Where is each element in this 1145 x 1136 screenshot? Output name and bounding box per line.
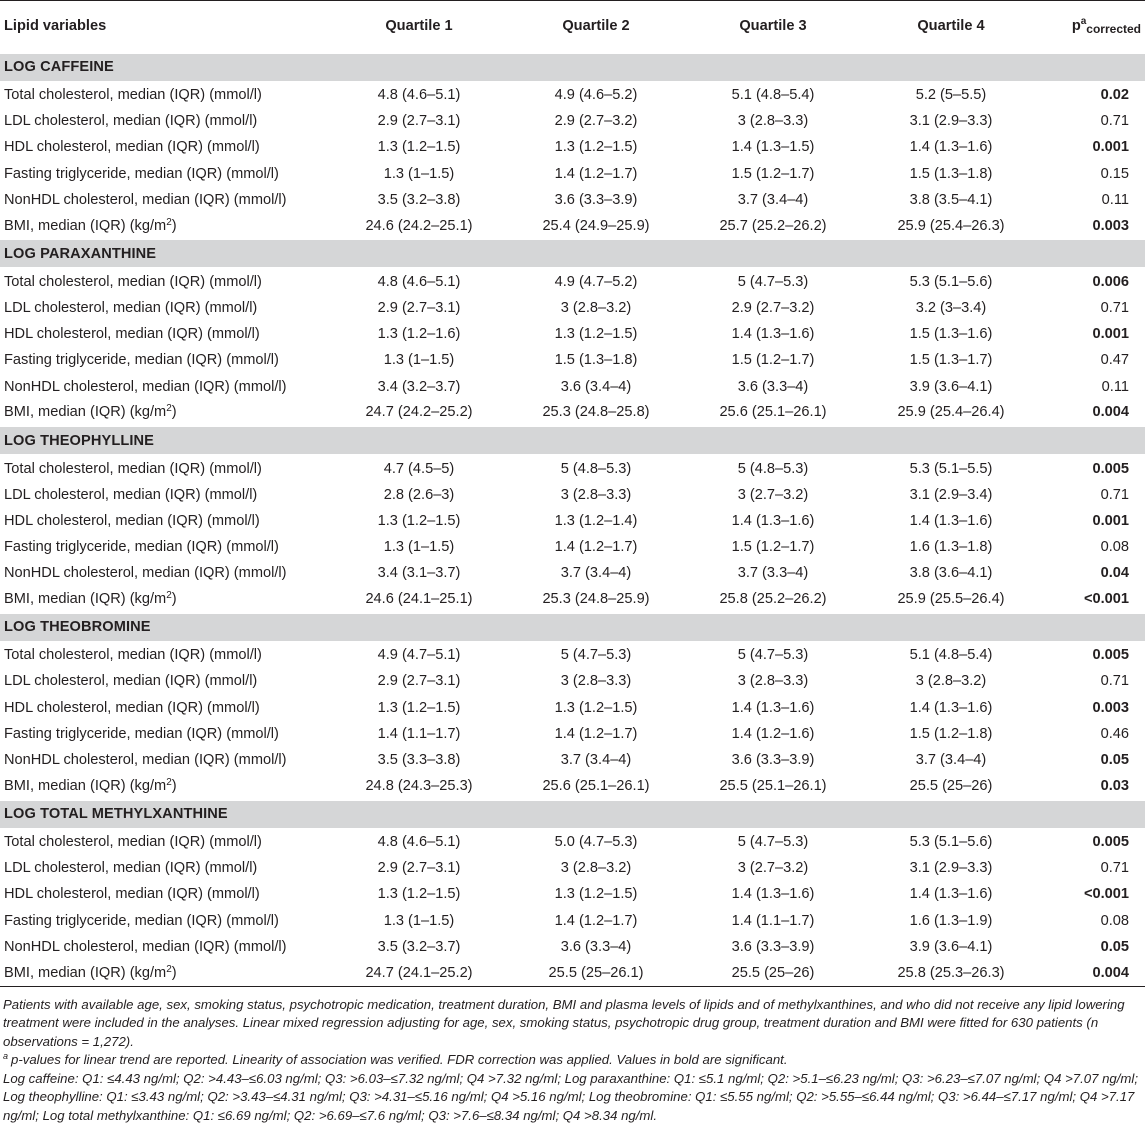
quartile-2-cell: 1.3 (1.2–1.4) — [554, 512, 638, 529]
quartile-4-cell: 3 (2.8–3.2) — [915, 673, 987, 690]
row-label — [0, 508, 330, 534]
row-label-text: NonHDL cholesterol, median (IQR) (mmol/l) — [4, 752, 287, 769]
section-title: LOG THEOPHYLLINE — [0, 426, 1145, 455]
row-label-end: ) — [171, 591, 177, 608]
quartile-3-cell: 1.4 (1.3–1.6) — [731, 326, 815, 343]
table-row — [0, 321, 1145, 347]
footnote-quartiles: Log caffeine: Q1: ≤4.43 ng/ml; Q2: >4.43–≤6.03 ng/ml; Q3: >6.03–≤7.32 ng/ml; Q4 >7.32 ng/ml; Log paraxanthine: Q1: ≤5.1 ng/ml; Q2: >5.1–≤6.23 ng/ml; Q3: >6.23–≤7.07 ng/ml; Q4 >7.07 ng/ml; Log theophylline: Q1: ≤3.43 ng/ml; Q2: >3.43–≤4.31 ng/ml; Q3: >4.31–≤5.16 ng/ml; Q4 >5.16 ng/ml; Log theobromine: Q1: ≤5.55 ng/ml; Q2: >5.55–≤6.44 ng/ml; Q3: >6.44–≤7.17 ng/ml; Q4 >7.17 ng/ml; Log total methylxanthine: Q1: ≤6.69 ng/ml; Q2: >6.69–≤7.6 ng/ml; Q3: >7.6–≤8.34 ng/ml; Q4 >8.34 ng/ml. — [3, 1071, 1139, 1123]
quartile-3-cell: 3 (2.7–3.2) — [737, 486, 809, 503]
row-label-superscript: 2 — [166, 776, 172, 788]
quartile-2-cell: 1.3 (1.2–1.5) — [554, 326, 638, 343]
p-value-cell: <0.001 — [1083, 591, 1129, 608]
quartile-2-cell: 25.5 (25–26.1) — [508, 960, 684, 986]
p-value-cell: 0.71 — [1100, 299, 1129, 316]
quartile-4-cell: 3.9 (3.6–4.1) — [909, 378, 993, 395]
row-label-text: BMI, median (IQR) (kg/m — [4, 217, 167, 234]
quartile-2-cell: 1.3 (1.2–1.5) — [554, 139, 638, 156]
row-label-text: NonHDL cholesterol, median (IQR) (mmol/l) — [4, 938, 287, 955]
quartile-3-cell: 3.6 (3.3–4) — [737, 378, 809, 395]
row-label-text: Fasting triglyceride, median (IQR) (mmol/l) — [4, 725, 279, 742]
p-value-cell: 0.001 — [1092, 139, 1129, 156]
table-row — [0, 773, 1145, 799]
quartile-4-cell: 5.1 (4.8–5.4) — [909, 647, 993, 664]
p-value-cell: 0.005 — [1092, 834, 1129, 851]
quartile-1-cell: 1.3 (1–1.5) — [383, 165, 455, 182]
table-row — [0, 108, 1145, 134]
quartile-2-cell: 1.5 (1.3–1.8) — [554, 352, 638, 369]
p-value-cell: 0.08 — [1100, 539, 1129, 556]
row-label-text: HDL cholesterol, median (IQR) (mmol/l) — [4, 512, 260, 529]
quartile-4-cell: 3.1 (2.9–3.3) — [909, 860, 993, 877]
quartile-3-cell: 1.5 (1.2–1.7) — [731, 352, 815, 369]
row-label — [0, 373, 330, 399]
p-value-cell: 0.003 — [1092, 217, 1129, 234]
quartile-3-cell: 5 (4.7–5.3) — [737, 834, 809, 851]
row-label-text: Fasting triglyceride, median (IQR) (mmol/l) — [4, 352, 279, 369]
p-value-cell: 0.02 — [1100, 87, 1129, 104]
quartile-1-cell: 2.9 (2.7–3.1) — [377, 112, 461, 129]
quartile-2-cell: 5 (4.8–5.3) — [560, 460, 632, 477]
table-row — [0, 960, 1145, 986]
footnote-a-marker: a — [3, 1050, 9, 1061]
row-label-text: Total cholesterol, median (IQR) (mmol/l) — [4, 834, 262, 851]
quartile-2-cell: 25.3 (24.8–25.8) — [542, 404, 650, 421]
table-row — [0, 82, 1145, 108]
row-label — [0, 321, 330, 347]
quartile-4-cell: 1.5 (1.3–1.7) — [909, 352, 993, 369]
row-label — [0, 721, 330, 747]
quartile-3-cell: 5.1 (4.8–5.4) — [731, 87, 815, 104]
quartile-2-cell: 4.9 (4.6–5.2) — [554, 87, 638, 104]
table-row — [0, 668, 1145, 694]
row-label-text: HDL cholesterol, median (IQR) (mmol/l) — [4, 886, 260, 903]
row-label-text: Fasting triglyceride, median (IQR) (mmol/l) — [4, 912, 279, 929]
table-row — [0, 160, 1145, 186]
p-value-cell: 0.005 — [1092, 647, 1129, 664]
row-label — [0, 747, 330, 773]
quartile-3-cell: 3 (2.8–3.3) — [737, 112, 809, 129]
row-label-text: NonHDL cholesterol, median (IQR) (mmol/l) — [4, 565, 287, 582]
table-row — [0, 908, 1145, 934]
quartile-1-cell: 3.5 (3.2–3.8) — [377, 191, 461, 208]
row-label-end: ) — [171, 404, 177, 421]
quartile-2-cell: 3.7 (3.4–4) — [560, 752, 632, 769]
row-label-text: BMI, median (IQR) (kg/m — [4, 777, 167, 794]
quartile-3-cell: 25.8 (25.2–26.2) — [719, 591, 827, 608]
p-value-cell: 0.004 — [1092, 404, 1129, 421]
quartile-2-cell: 3.6 (3.3–4) — [560, 938, 632, 955]
quartile-4-cell: 3.7 (3.4–4) — [915, 752, 987, 769]
row-label — [0, 295, 330, 321]
quartile-3-cell: 2.9 (2.7–3.2) — [731, 299, 815, 316]
quartile-4-cell: 25.8 (25.3–26.3) — [862, 960, 1040, 986]
row-label — [0, 668, 330, 694]
quartile-4-cell: 25.9 (25.4–26.4) — [897, 404, 1005, 421]
quartile-3-cell: 1.4 (1.2–1.6) — [731, 725, 815, 742]
p-symbol: p — [1071, 18, 1081, 35]
quartile-1-cell: 3.5 (3.3–3.8) — [377, 752, 461, 769]
row-label — [0, 773, 330, 799]
table-row — [0, 400, 1145, 426]
section-header-row — [0, 239, 1145, 268]
quartile-2-cell: 4.9 (4.7–5.2) — [554, 273, 638, 290]
row-label — [0, 829, 330, 855]
table-row — [0, 295, 1145, 321]
row-label — [0, 934, 330, 960]
row-label-text: HDL cholesterol, median (IQR) (mmol/l) — [4, 326, 260, 343]
row-label-text: LDL cholesterol, median (IQR) (mmol/l) — [4, 486, 258, 503]
footnote-a — [3, 1051, 1143, 1070]
quartile-4-cell: 1.5 (1.3–1.8) — [909, 165, 993, 182]
p-value-cell: 0.03 — [1100, 777, 1129, 794]
section-title: LOG THEOBROMINE — [0, 613, 1145, 642]
quartile-1-cell: 1.3 (1.2–1.5) — [377, 886, 461, 903]
p-value-cell: 0.11 — [1101, 378, 1129, 395]
row-label — [0, 908, 330, 934]
header-lipid-variables: Lipid variables — [0, 1, 330, 53]
quartile-1-cell: 24.6 (24.1–25.1) — [365, 591, 473, 608]
row-label — [0, 560, 330, 586]
table-row — [0, 134, 1145, 160]
quartile-3-cell: 1.5 (1.2–1.7) — [731, 165, 815, 182]
quartile-4-cell: 25.9 (25.4–26.3) — [897, 217, 1005, 234]
row-label-text: NonHDL cholesterol, median (IQR) (mmol/l) — [4, 378, 287, 395]
quartile-1-cell: 1.3 (1.2–1.6) — [377, 326, 461, 343]
row-label — [0, 855, 330, 881]
table-row — [0, 508, 1145, 534]
table-row — [0, 347, 1145, 373]
row-label-text: Fasting triglyceride, median (IQR) (mmol/l) — [4, 539, 279, 556]
quartile-3-cell: 1.4 (1.3–1.6) — [731, 699, 815, 716]
quartile-4-cell: 3.9 (3.6–4.1) — [909, 938, 993, 955]
quartile-1-cell: 3.4 (3.2–3.7) — [377, 378, 461, 395]
quartile-2-cell: 3.7 (3.4–4) — [560, 565, 632, 582]
row-label — [0, 534, 330, 560]
table-header — [0, 1, 1145, 53]
quartile-3-cell: 1.4 (1.3–1.6) — [731, 512, 815, 529]
quartile-4-cell: 1.4 (1.3–1.6) — [909, 512, 993, 529]
quartile-1-cell: 2.9 (2.7–3.1) — [377, 860, 461, 877]
quartile-3-cell: 5 (4.8–5.3) — [737, 460, 809, 477]
row-label — [0, 134, 330, 160]
row-label — [0, 455, 330, 481]
row-label-text: HDL cholesterol, median (IQR) (mmol/l) — [4, 699, 260, 716]
quartile-2-cell: 5.0 (4.7–5.3) — [554, 834, 638, 851]
table-body — [0, 53, 1145, 987]
quartile-4-cell: 25.5 (25–26) — [909, 777, 993, 794]
row-label — [0, 587, 330, 613]
row-label-text: LDL cholesterol, median (IQR) (mmol/l) — [4, 299, 258, 316]
row-label-text: Total cholesterol, median (IQR) (mmol/l) — [4, 87, 262, 104]
p-value-cell: 0.001 — [1092, 326, 1129, 343]
header-quartile-4: Quartile 4 — [862, 1, 1040, 53]
table-row — [0, 881, 1145, 907]
p-value-cell: 0.15 — [1100, 165, 1129, 182]
section-header-row — [0, 426, 1145, 455]
p-value-cell: 0.005 — [1092, 460, 1129, 477]
p-value-cell: 0.001 — [1092, 512, 1129, 529]
quartile-1-cell: 2.9 (2.7–3.1) — [377, 673, 461, 690]
footnote-main: Patients with available age, sex, smoking status, psychotropic medication, treatment duration, BMI and plasma levels of lipids and of methylxanthines, and who did not receive any lipid lowering treatment were included in the analyses. Linear mixed regression adjusting for age, sex, smoking status, psychotropic drug group, treatment duration and BMI were fitted for 630 patients (n observations = 1,272). — [3, 997, 1125, 1049]
quartile-2-cell: 25.3 (24.8–25.9) — [542, 591, 650, 608]
quartile-4-cell: 1.6 (1.3–1.8) — [909, 539, 993, 556]
quartile-2-cell: 3 (2.8–3.3) — [560, 486, 632, 503]
quartile-2-cell: 3 (2.8–3.2) — [560, 860, 632, 877]
quartile-2-cell: 1.4 (1.2–1.7) — [554, 165, 638, 182]
quartile-4-cell: 3.1 (2.9–3.4) — [909, 486, 993, 503]
row-label — [0, 400, 330, 426]
quartile-3-cell: 5 (4.7–5.3) — [737, 273, 809, 290]
quartile-3-cell: 1.4 (1.1–1.7) — [731, 912, 815, 929]
quartile-1-cell: 4.8 (4.6–5.1) — [377, 834, 461, 851]
p-value-cell: 0.11 — [1101, 191, 1129, 208]
quartile-2-cell: 1.3 (1.2–1.5) — [554, 886, 638, 903]
quartile-1-cell: 1.3 (1.2–1.5) — [377, 512, 461, 529]
p-value-cell: 0.04 — [1100, 565, 1129, 582]
row-label — [0, 108, 330, 134]
row-label-end: ) — [171, 965, 177, 981]
p-value-cell: 0.71 — [1100, 860, 1129, 877]
quartile-1-cell: 24.6 (24.2–25.1) — [365, 217, 473, 234]
p-value-cell: 0.47 — [1100, 352, 1129, 369]
p-value-cell: 0.05 — [1100, 752, 1129, 769]
quartile-2-cell: 1.4 (1.2–1.7) — [554, 912, 638, 929]
row-label-text: HDL cholesterol, median (IQR) (mmol/l) — [4, 139, 260, 156]
p-value-cell: 0.004 — [1040, 960, 1145, 986]
row-label — [0, 694, 330, 720]
quartile-4-cell: 3.8 (3.5–4.1) — [909, 191, 993, 208]
quartile-3-cell: 1.4 (1.3–1.5) — [731, 139, 815, 156]
quartile-3-cell: 3.7 (3.4–4) — [737, 191, 809, 208]
quartile-4-cell: 5.3 (5.1–5.6) — [909, 273, 993, 290]
row-label — [0, 268, 330, 294]
quartile-4-cell: 5.3 (5.1–5.6) — [909, 834, 993, 851]
quartile-2-cell: 3 (2.8–3.2) — [560, 299, 632, 316]
p-value-cell: 0.05 — [1100, 938, 1129, 955]
p-value-cell: 0.71 — [1100, 486, 1129, 503]
quartile-3-cell: 5 (4.7–5.3) — [737, 647, 809, 664]
row-label — [0, 187, 330, 213]
quartile-1-cell: 2.8 (2.6–3) — [383, 486, 455, 503]
table-row — [0, 934, 1145, 960]
row-label-text: Fasting triglyceride, median (IQR) (mmol/l) — [4, 165, 279, 182]
row-label-text: BMI, median (IQR) (kg/m — [4, 965, 167, 981]
quartile-2-cell: 3 (2.8–3.3) — [560, 673, 632, 690]
quartile-4-cell: 25.9 (25.5–26.4) — [897, 591, 1005, 608]
table-row — [0, 268, 1145, 294]
table-row — [0, 213, 1145, 239]
quartile-2-cell: 1.3 (1.2–1.5) — [554, 699, 638, 716]
row-label — [0, 881, 330, 907]
header-p-corrected — [1040, 1, 1145, 53]
row-label-text: LDL cholesterol, median (IQR) (mmol/l) — [4, 112, 258, 129]
p-value-cell: 0.71 — [1100, 673, 1129, 690]
row-label — [0, 82, 330, 108]
quartile-1-cell: 1.3 (1.2–1.5) — [377, 139, 461, 156]
quartile-1-cell: 24.8 (24.3–25.3) — [365, 777, 473, 794]
row-label — [0, 642, 330, 668]
quartile-2-cell: 25.4 (24.9–25.9) — [542, 217, 650, 234]
p-value-cell: 0.71 — [1100, 112, 1129, 129]
quartile-1-cell: 24.7 (24.2–25.2) — [365, 404, 473, 421]
quartile-4-cell: 3.2 (3–3.4) — [915, 299, 987, 316]
row-label-text: NonHDL cholesterol, median (IQR) (mmol/l) — [4, 191, 287, 208]
table-row — [0, 587, 1145, 613]
quartile-1-cell: 1.3 (1.2–1.5) — [377, 699, 461, 716]
row-label-end: ) — [171, 217, 177, 234]
table-footnotes — [3, 996, 1143, 1125]
section-title: LOG PARAXANTHINE — [0, 239, 1145, 268]
p-subscript: corrected — [1086, 22, 1141, 37]
quartile-1-cell: 1.4 (1.1–1.7) — [377, 725, 461, 742]
quartile-1-cell: 3.5 (3.2–3.7) — [377, 938, 461, 955]
quartile-2-cell: 3.6 (3.4–4) — [560, 378, 632, 395]
quartile-1-cell: 3.4 (3.1–3.7) — [377, 565, 461, 582]
quartile-4-cell: 1.4 (1.3–1.6) — [909, 139, 993, 156]
quartile-3-cell: 25.7 (25.2–26.2) — [719, 217, 827, 234]
quartile-4-cell: 1.6 (1.3–1.9) — [909, 912, 993, 929]
quartile-4-cell: 3.8 (3.6–4.1) — [909, 565, 993, 582]
quartile-4-cell: 3.1 (2.9–3.3) — [909, 112, 993, 129]
quartile-2-cell: 1.4 (1.2–1.7) — [554, 539, 638, 556]
quartile-3-cell: 25.5 (25.1–26.1) — [719, 777, 827, 794]
table-row — [0, 642, 1145, 668]
quartile-1-cell: 4.7 (4.5–5) — [383, 460, 455, 477]
quartile-3-cell: 3 (2.7–3.2) — [737, 860, 809, 877]
row-label — [0, 960, 330, 986]
row-label — [0, 213, 330, 239]
table-row — [0, 481, 1145, 507]
section-header-row — [0, 53, 1145, 82]
quartile-1-cell: 4.9 (4.7–5.1) — [377, 647, 461, 664]
p-value-cell: 0.46 — [1100, 725, 1129, 742]
footnote-a-text: p-values for linear trend are reported. Linearity of association was verified. FDR correction was applied. Values in bold are significant. — [11, 1051, 788, 1067]
header-quartile-1: Quartile 1 — [330, 1, 508, 53]
row-label-text: LDL cholesterol, median (IQR) (mmol/l) — [4, 673, 258, 690]
section-title: LOG TOTAL METHYLXANTHINE — [0, 800, 1145, 829]
row-label-superscript: 2 — [166, 964, 172, 975]
row-label-text: Total cholesterol, median (IQR) (mmol/l) — [4, 273, 262, 290]
p-value-cell: <0.001 — [1083, 886, 1129, 903]
table-row — [0, 747, 1145, 773]
row-label-end: ) — [171, 777, 177, 794]
table-row — [0, 560, 1145, 586]
quartile-1-cell: 1.3 (1–1.5) — [383, 912, 455, 929]
p-value-cell: 0.08 — [1100, 912, 1129, 929]
row-label-text: LDL cholesterol, median (IQR) (mmol/l) — [4, 860, 258, 877]
quartile-1-cell: 4.8 (4.6–5.1) — [377, 273, 461, 290]
row-label-text: Total cholesterol, median (IQR) (mmol/l) — [4, 647, 262, 664]
quartile-3-cell: 1.4 (1.3–1.6) — [731, 886, 815, 903]
quartile-1-cell: 2.9 (2.7–3.1) — [377, 299, 461, 316]
quartile-3-cell: 25.5 (25–26) — [684, 960, 862, 986]
table-row — [0, 187, 1145, 213]
table-row — [0, 855, 1145, 881]
table-row — [0, 721, 1145, 747]
quartile-4-cell: 1.4 (1.3–1.6) — [909, 886, 993, 903]
row-label-text: BMI, median (IQR) (kg/m — [4, 591, 167, 608]
quartile-1-cell: 4.8 (4.6–5.1) — [377, 87, 461, 104]
table-row — [0, 455, 1145, 481]
row-label — [0, 347, 330, 373]
row-label-superscript: 2 — [166, 403, 172, 415]
quartile-3-cell: 3.7 (3.3–4) — [737, 565, 809, 582]
quartile-3-cell: 3.6 (3.3–3.9) — [731, 938, 815, 955]
quartile-2-cell: 5 (4.7–5.3) — [560, 647, 632, 664]
table-row — [0, 694, 1145, 720]
quartile-3-cell: 1.5 (1.2–1.7) — [731, 539, 815, 556]
section-title: LOG CAFFEINE — [0, 53, 1145, 82]
quartile-4-cell: 1.5 (1.2–1.8) — [909, 725, 993, 742]
quartile-3-cell: 25.6 (25.1–26.1) — [719, 404, 827, 421]
quartile-2-cell: 25.6 (25.1–26.1) — [542, 777, 650, 794]
table-row — [0, 373, 1145, 399]
quartile-4-cell: 5.2 (5–5.5) — [915, 87, 987, 104]
row-label — [0, 160, 330, 186]
quartile-2-cell: 3.6 (3.3–3.9) — [554, 191, 638, 208]
section-header-row — [0, 613, 1145, 642]
quartile-2-cell: 1.4 (1.2–1.7) — [554, 725, 638, 742]
table-row — [0, 534, 1145, 560]
quartile-1-cell: 24.7 (24.1–25.2) — [330, 960, 508, 986]
table-row — [0, 829, 1145, 855]
p-superscript: a — [1080, 16, 1087, 28]
quartile-1-cell: 1.3 (1–1.5) — [383, 352, 455, 369]
quartile-4-cell: 1.4 (1.3–1.6) — [909, 699, 993, 716]
row-label-superscript: 2 — [166, 590, 172, 602]
row-label-text: BMI, median (IQR) (kg/m — [4, 404, 167, 421]
quartile-2-cell: 2.9 (2.7–3.2) — [554, 112, 638, 129]
p-value-cell: 0.003 — [1092, 699, 1129, 716]
row-label-superscript: 2 — [166, 216, 172, 228]
p-value-cell: 0.006 — [1092, 273, 1129, 290]
quartile-4-cell: 5.3 (5.1–5.5) — [909, 460, 993, 477]
section-header-row — [0, 800, 1145, 829]
quartile-3-cell: 3 (2.8–3.3) — [737, 673, 809, 690]
header-quartile-2: Quartile 2 — [508, 1, 684, 53]
quartile-4-cell: 1.5 (1.3–1.6) — [909, 326, 993, 343]
row-label-text: Total cholesterol, median (IQR) (mmol/l) — [4, 460, 262, 477]
quartile-3-cell: 3.6 (3.3–3.9) — [731, 752, 815, 769]
row-label — [0, 481, 330, 507]
quartile-1-cell: 1.3 (1–1.5) — [383, 539, 455, 556]
header-quartile-3: Quartile 3 — [684, 1, 862, 53]
